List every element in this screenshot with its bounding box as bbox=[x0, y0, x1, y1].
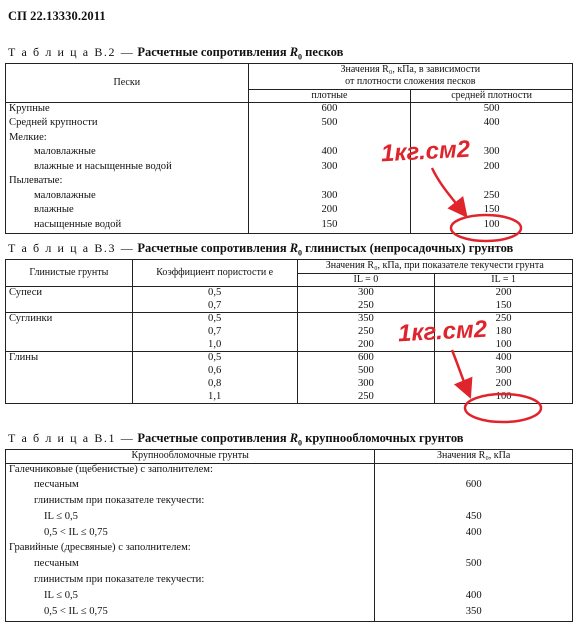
col-header-il1: IL = 1 bbox=[435, 274, 573, 287]
col-header-medium: средней плотности bbox=[411, 90, 573, 103]
value-il0: 300 bbox=[297, 378, 435, 391]
table-row bbox=[6, 146, 573, 161]
annotation-text-2: 1кг.см2 bbox=[397, 315, 488, 348]
soil-name: Средней крупности bbox=[9, 117, 98, 128]
porosity-value: 0,7 bbox=[132, 300, 297, 313]
soil-name: IL ≤ 0,5 bbox=[44, 510, 78, 522]
table-row bbox=[6, 511, 573, 527]
value-dense: 300 bbox=[248, 190, 411, 205]
col-header-porosity: Коэффициент пористости e bbox=[132, 260, 297, 287]
soil-name: маловлажные bbox=[34, 189, 96, 201]
value-il0: 250 bbox=[297, 391, 435, 404]
value-il0: 200 bbox=[297, 339, 435, 352]
value-il1: 200 bbox=[435, 287, 573, 300]
value-r0: 400 bbox=[375, 590, 573, 606]
soil-name: глинистым при показателе текучести: bbox=[34, 495, 205, 507]
soil-name: 0,5 < IL ≤ 0,75 bbox=[44, 526, 108, 538]
caption-label: Т а б л и ц а В.3 — bbox=[8, 241, 135, 255]
col-header-dense: плотные bbox=[248, 90, 411, 103]
soil-name: Мелкие: bbox=[9, 131, 47, 143]
col-header-soil: Глинистые грунты bbox=[29, 267, 109, 278]
caption-label: Т а б л и ц а В.2 — bbox=[8, 45, 135, 59]
value-r0 bbox=[375, 464, 573, 480]
table-row bbox=[6, 558, 573, 574]
soil-name: песчаным bbox=[34, 558, 79, 570]
value-r0 bbox=[375, 574, 573, 590]
value-r0 bbox=[375, 495, 573, 511]
soil-name: насыщенные водой bbox=[34, 218, 122, 230]
value-r0: 450 bbox=[375, 511, 573, 527]
table-row bbox=[6, 313, 573, 326]
table-row bbox=[6, 175, 573, 190]
table-row bbox=[6, 590, 573, 606]
value-dense: 150 bbox=[248, 219, 411, 234]
soil-name: Пылеватые: bbox=[9, 175, 63, 186]
table-b3 bbox=[5, 259, 573, 404]
table-row bbox=[6, 132, 573, 147]
table-row bbox=[6, 287, 573, 300]
value-dense: 600 bbox=[248, 103, 411, 118]
value-medium: 250 bbox=[411, 190, 573, 205]
porosity-value: 0,7 bbox=[132, 326, 297, 339]
value-il0: 500 bbox=[297, 365, 435, 378]
value-dense: 300 bbox=[248, 161, 411, 176]
value-r0 bbox=[375, 542, 573, 558]
table-b2-caption bbox=[8, 45, 343, 62]
value-il0: 600 bbox=[297, 352, 435, 365]
col-header-il0: IL = 0 bbox=[297, 274, 435, 287]
caption-title: Расчетные сопротивления $R_0$ песков bbox=[137, 45, 344, 62]
table-row bbox=[6, 161, 573, 176]
col-header-values: Значения R₀, кПа, в зависимости от плотности сложения песков bbox=[248, 64, 572, 90]
table-row bbox=[6, 479, 573, 495]
table-row bbox=[6, 574, 573, 590]
table-row bbox=[6, 219, 573, 234]
soil-group-name: Суглинки bbox=[6, 313, 133, 352]
value-il0: 250 bbox=[297, 300, 435, 313]
col-header-values: Значения R₀, кПа, при показателе текучести грунта bbox=[297, 260, 572, 274]
value-r0: 600 bbox=[375, 479, 573, 495]
porosity-value: 0,5 bbox=[132, 352, 297, 365]
value-il0: 350 bbox=[297, 313, 435, 326]
porosity-value: 0,5 bbox=[132, 287, 297, 300]
table-b3-caption bbox=[8, 241, 513, 258]
value-il1: 180 bbox=[435, 326, 573, 339]
value-il1: 250 bbox=[435, 313, 573, 326]
table-b1 bbox=[5, 449, 573, 622]
table-row bbox=[6, 204, 573, 219]
annotation-text-1: 1кг.см2 bbox=[380, 135, 471, 168]
value-dense: 200 bbox=[248, 204, 411, 219]
table-row bbox=[6, 464, 573, 480]
porosity-value: 0,5 bbox=[132, 313, 297, 326]
soil-name: Гравийные (дресвяные) с заполнителем: bbox=[9, 542, 191, 554]
soil-group-name: Супеси bbox=[6, 287, 133, 313]
table-row bbox=[6, 495, 573, 511]
value-medium: 150 bbox=[411, 204, 573, 219]
soil-name: Галечниковые (щебенистые) с заполнителем: bbox=[9, 464, 213, 475]
table-b1-caption bbox=[8, 431, 464, 448]
value-r0: 500 bbox=[375, 558, 573, 574]
value-il1: 100 bbox=[435, 339, 573, 352]
value-medium: 500 bbox=[411, 103, 573, 118]
caption-label: Т а б л и ц а В.1 — bbox=[8, 431, 135, 445]
value-medium: 400 bbox=[411, 117, 573, 132]
soil-name: влажные и насыщенные водой bbox=[34, 160, 172, 172]
soil-name: IL ≤ 0,5 bbox=[44, 589, 78, 601]
table-row bbox=[6, 190, 573, 205]
value-dense: 400 bbox=[248, 146, 411, 161]
col-header-soil: Крупнообломочные грунты bbox=[6, 450, 375, 464]
value-il1: 150 bbox=[435, 300, 573, 313]
value-il1: 400 bbox=[435, 352, 573, 365]
soil-name: маловлажные bbox=[34, 146, 96, 157]
value-medium bbox=[411, 175, 573, 190]
table-row bbox=[6, 542, 573, 558]
value-il0: 300 bbox=[297, 287, 435, 300]
value-r0: 350 bbox=[375, 606, 573, 622]
porosity-value: 1,1 bbox=[132, 391, 297, 404]
table-row bbox=[6, 103, 573, 118]
value-il1: 200 bbox=[435, 378, 573, 391]
value-il1: 300 bbox=[435, 365, 573, 378]
value-il1: 100 bbox=[435, 391, 573, 404]
porosity-value: 0,8 bbox=[132, 378, 297, 391]
caption-title: Расчетные сопротивления $R_0$ крупнообломочных грунтов bbox=[137, 431, 464, 448]
table-row bbox=[6, 352, 573, 365]
value-medium: 100 bbox=[411, 219, 573, 234]
value-medium: 200 bbox=[411, 161, 573, 176]
value-dense bbox=[248, 175, 411, 190]
value-dense: 500 bbox=[248, 117, 411, 132]
col-header-soil: Пески bbox=[6, 64, 249, 103]
soil-name: 0,5 < IL ≤ 0,75 bbox=[44, 605, 108, 617]
document-code: СП 22.13330.2011 bbox=[8, 9, 106, 23]
value-medium: 300 bbox=[411, 146, 573, 161]
soil-name: влажные bbox=[34, 204, 74, 215]
soil-name: Крупные bbox=[9, 103, 50, 114]
soil-name: песчаным bbox=[34, 479, 79, 491]
table-b2 bbox=[5, 63, 573, 234]
value-r0: 400 bbox=[375, 527, 573, 543]
col-header-values: Значения R₀, кПа bbox=[375, 450, 573, 464]
soil-name: глинистым при показателе текучести: bbox=[34, 574, 205, 586]
porosity-value: 1,0 bbox=[132, 339, 297, 352]
caption-title: Расчетные сопротивления $R_0$ глинистых (непросадочных) грунтов bbox=[137, 241, 514, 258]
table-row bbox=[6, 117, 573, 132]
value-il0: 250 bbox=[297, 326, 435, 339]
table-row bbox=[6, 606, 573, 622]
table-row bbox=[6, 527, 573, 543]
porosity-value: 0,6 bbox=[132, 365, 297, 378]
soil-group-name: Глины bbox=[6, 352, 133, 404]
